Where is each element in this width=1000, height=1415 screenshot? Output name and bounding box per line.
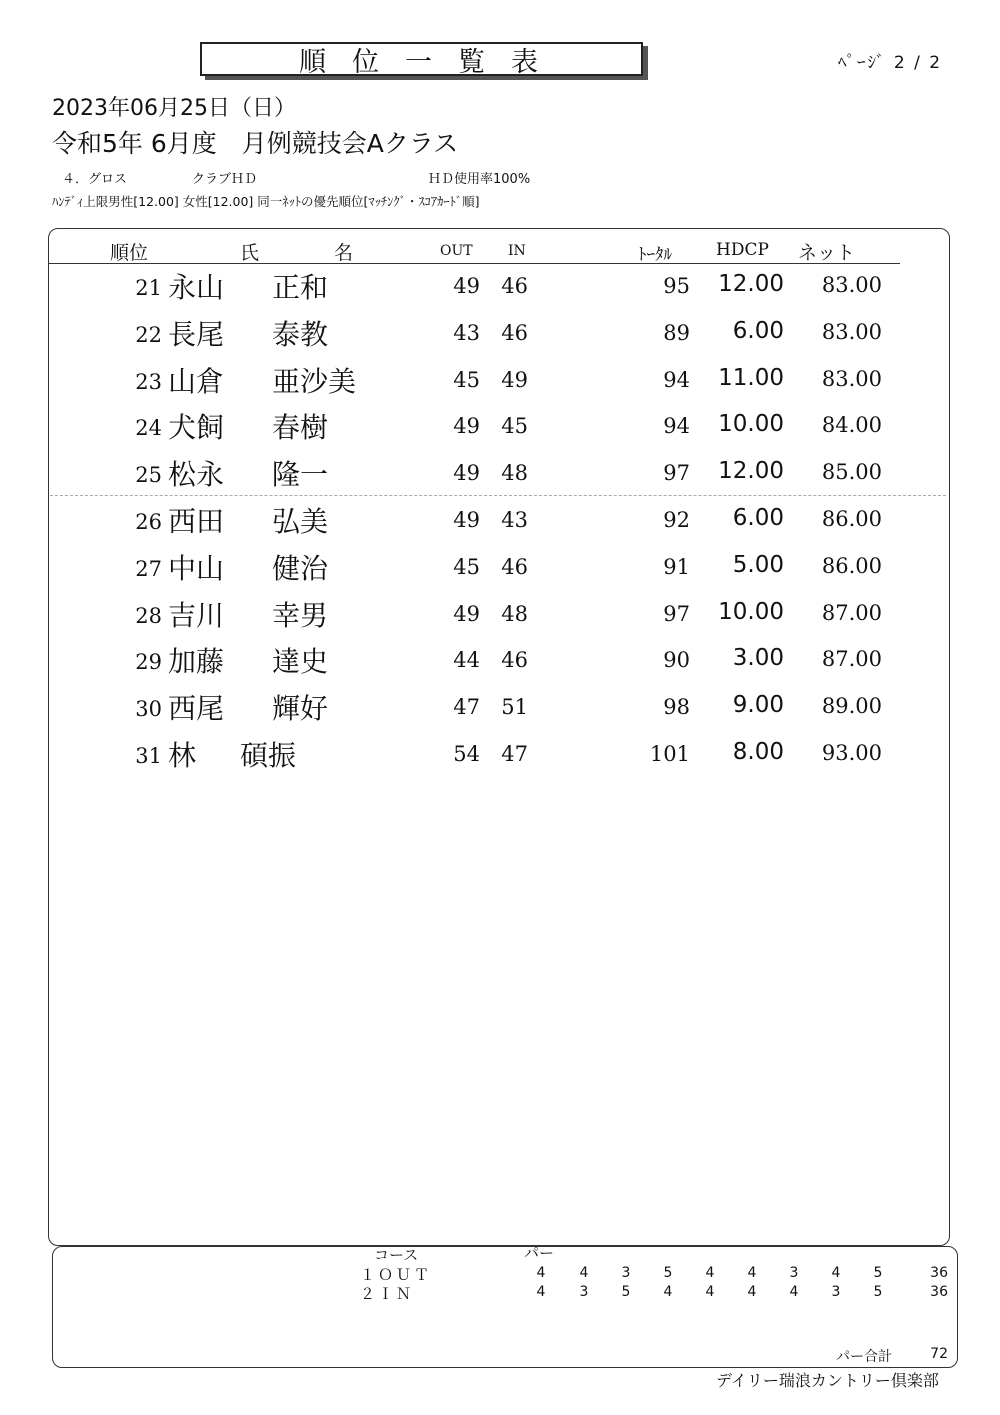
out-score-cell: 54 <box>453 742 480 766</box>
result-row <box>0 406 1000 450</box>
rank-cell: 29 <box>135 650 162 675</box>
info-item: クラブＨＤ <box>192 172 258 187</box>
in-score-cell: 46 <box>501 554 528 579</box>
total-score-cell: 98 <box>663 695 690 720</box>
net-score-cell: 83.00 <box>821 319 882 344</box>
net-score-cell: 86.00 <box>821 507 882 531</box>
result-row <box>0 500 1000 544</box>
given-name-cell: 達史 <box>272 645 329 679</box>
par-hole-cell: 4 <box>789 1284 799 1300</box>
surname-cell: 松永 <box>168 458 225 492</box>
header-in: IN <box>508 243 526 259</box>
par-hole-cell: 4 <box>831 1265 841 1281</box>
hdcp-cell: 12.00 <box>718 458 784 485</box>
total-score-cell: 89 <box>663 320 690 345</box>
surname-cell: 山倉 <box>168 364 225 398</box>
club-name: デイリー瑞浪カントリー倶楽部 <box>716 1371 939 1390</box>
net-score-cell: 85.00 <box>821 460 882 485</box>
hdcp-cell: 10.00 <box>718 411 784 438</box>
hdcp-cell: 6.00 <box>732 317 784 344</box>
total-score-cell: 90 <box>663 648 690 673</box>
par-hole-cell: 5 <box>873 1284 883 1300</box>
info-item: ４．グロス <box>62 172 128 187</box>
par-total-value: 72 <box>930 1346 948 1362</box>
net-score-cell: 84.00 <box>821 413 882 438</box>
hdcp-cell: 6.00 <box>732 505 784 531</box>
par-hole-cell: 4 <box>705 1265 715 1281</box>
result-row <box>0 313 1000 357</box>
rank-cell: 30 <box>135 697 162 722</box>
result-row <box>0 547 1000 591</box>
rank-cell: 23 <box>135 369 162 394</box>
par-course-label: コース <box>374 1246 419 1264</box>
par-hole-cell: 4 <box>579 1265 589 1281</box>
hdcp-cell: 5.00 <box>732 551 784 578</box>
given-name-cell: 正和 <box>272 271 329 304</box>
out-score-cell: 47 <box>453 695 480 720</box>
in-score-cell: 46 <box>501 320 528 345</box>
header-out: OUT <box>440 243 473 259</box>
total-score-cell: 95 <box>663 274 690 298</box>
given-name-cell: 隆一 <box>272 458 329 492</box>
par-course-name: ２ＩＮ <box>360 1285 415 1303</box>
par-hole-cell: 3 <box>831 1284 841 1300</box>
page-number: ﾍﾟｰｼﾞ 2 / 2 <box>838 53 943 73</box>
given-name-cell: 輝好 <box>272 692 329 726</box>
header-rank: 順位 <box>110 242 149 264</box>
result-row <box>0 360 1000 404</box>
given-name-cell: 泰教 <box>272 317 329 351</box>
in-score-cell: 45 <box>501 414 528 439</box>
par-hole-cell: 3 <box>789 1265 799 1281</box>
header-divider <box>48 263 900 264</box>
out-score-cell: 43 <box>453 320 480 345</box>
header-total: ﾄｰﾀﾙ <box>638 245 672 265</box>
net-score-cell: 83.00 <box>821 366 882 391</box>
given-name-cell: 弘美 <box>272 505 329 538</box>
result-row <box>0 687 1000 731</box>
hdcp-cell: 9.00 <box>732 692 784 719</box>
in-score-cell: 47 <box>501 742 528 766</box>
result-row <box>0 734 1000 778</box>
rank-cell: 25 <box>135 463 162 488</box>
total-score-cell: 92 <box>663 508 690 532</box>
rank-cell: 31 <box>135 744 162 768</box>
surname-cell: 西尾 <box>168 692 225 726</box>
par-hole-cell: 3 <box>579 1284 589 1300</box>
result-row <box>0 453 1000 497</box>
par-panel <box>52 1246 958 1368</box>
rank-cell: 26 <box>135 510 162 534</box>
rank-cell: 24 <box>135 416 162 441</box>
in-score-cell: 43 <box>501 508 528 532</box>
par-course-sum: 36 <box>930 1265 948 1281</box>
hdcp-cell: 11.00 <box>718 364 784 391</box>
net-score-cell: 89.00 <box>821 694 882 719</box>
header-name-2: 名 <box>334 242 354 264</box>
info-item: ＨＤ使用率100% <box>428 172 531 187</box>
header-net: ネット <box>798 242 856 264</box>
rank-cell: 27 <box>135 556 162 581</box>
given-name-cell: 碩振 <box>240 739 297 772</box>
par-hole-cell: 4 <box>663 1284 673 1300</box>
surname-cell: 犬飼 <box>168 411 225 445</box>
total-score-cell: 97 <box>663 461 690 486</box>
total-score-cell: 94 <box>663 414 690 439</box>
out-score-cell: 49 <box>453 461 480 486</box>
out-score-cell: 49 <box>453 414 480 439</box>
given-name-cell: 幸男 <box>272 598 329 632</box>
hdcp-cell: 3.00 <box>732 645 784 672</box>
surname-cell: 長尾 <box>168 317 225 351</box>
handicap-rule: ﾊﾝﾃﾞｨ上限男性[12.00] 女性[12.00] 同一ﾈｯﾄの優先順位[ﾏｯﾁﾝｸﾞ・ｽｺｱｶｰﾄﾞ順] <box>52 194 480 209</box>
result-row <box>0 640 1000 684</box>
result-row <box>0 594 1000 638</box>
out-score-cell: 45 <box>453 554 480 579</box>
header-name-1: 氏 <box>240 242 260 264</box>
surname-cell: 中山 <box>168 551 225 585</box>
out-score-cell: 49 <box>453 601 480 626</box>
rank-cell: 21 <box>135 276 162 300</box>
out-score-cell: 49 <box>453 274 480 298</box>
in-score-cell: 46 <box>501 274 528 298</box>
surname-cell: 林 <box>168 739 197 772</box>
total-score-cell: 97 <box>663 601 690 626</box>
par-hole-cell: 4 <box>747 1265 757 1281</box>
surname-cell: 西田 <box>168 505 225 538</box>
out-score-cell: 44 <box>453 648 480 673</box>
net-score-cell: 87.00 <box>821 647 882 672</box>
rank-cell: 28 <box>135 603 162 628</box>
par-label: パー <box>524 1244 555 1262</box>
par-total-label: パー合計 <box>836 1349 892 1365</box>
net-score-cell: 87.00 <box>821 600 882 625</box>
par-course-name: １ＯＵＴ <box>360 1266 433 1284</box>
page-title: 順位一覧表 <box>200 42 643 76</box>
in-score-cell: 46 <box>501 648 528 673</box>
total-score-cell: 101 <box>649 742 690 766</box>
surname-cell: 永山 <box>168 271 225 304</box>
given-name-cell: 亜沙美 <box>272 364 357 398</box>
in-score-cell: 51 <box>501 695 528 720</box>
total-score-cell: 91 <box>663 554 690 579</box>
par-hole-cell: 4 <box>536 1265 546 1281</box>
par-hole-cell: 4 <box>747 1284 757 1300</box>
par-hole-cell: 3 <box>621 1265 631 1281</box>
results-header <box>48 238 900 264</box>
par-hole-cell: 4 <box>536 1284 546 1300</box>
hdcp-cell: 10.00 <box>718 598 784 625</box>
par-hole-cell: 5 <box>873 1265 883 1281</box>
net-score-cell: 86.00 <box>821 553 882 578</box>
header-hdcp: HDCP <box>716 240 769 260</box>
total-score-cell: 94 <box>663 367 690 392</box>
in-score-cell: 49 <box>501 367 528 392</box>
out-score-cell: 49 <box>453 508 480 532</box>
par-hole-cell: 5 <box>621 1284 631 1300</box>
in-score-cell: 48 <box>501 601 528 626</box>
surname-cell: 加藤 <box>168 645 225 679</box>
event-date: 2023年06月25日（日） <box>52 96 296 121</box>
rank-cell: 22 <box>135 322 162 347</box>
par-course-sum: 36 <box>930 1284 948 1300</box>
net-score-cell: 93.00 <box>821 741 882 765</box>
par-hole-cell: 4 <box>705 1284 715 1300</box>
par-hole-cell: 5 <box>663 1265 673 1281</box>
surname-cell: 吉川 <box>168 598 225 632</box>
event-name: 令和5年 6月度 月例競技会Aクラス <box>52 129 459 158</box>
out-score-cell: 45 <box>453 367 480 392</box>
given-name-cell: 春樹 <box>272 411 329 445</box>
net-score-cell: 83.00 <box>821 273 882 297</box>
result-row <box>0 266 1000 310</box>
in-score-cell: 48 <box>501 461 528 486</box>
given-name-cell: 健治 <box>272 551 329 585</box>
hdcp-cell: 12.00 <box>718 271 784 297</box>
hdcp-cell: 8.00 <box>732 739 784 765</box>
